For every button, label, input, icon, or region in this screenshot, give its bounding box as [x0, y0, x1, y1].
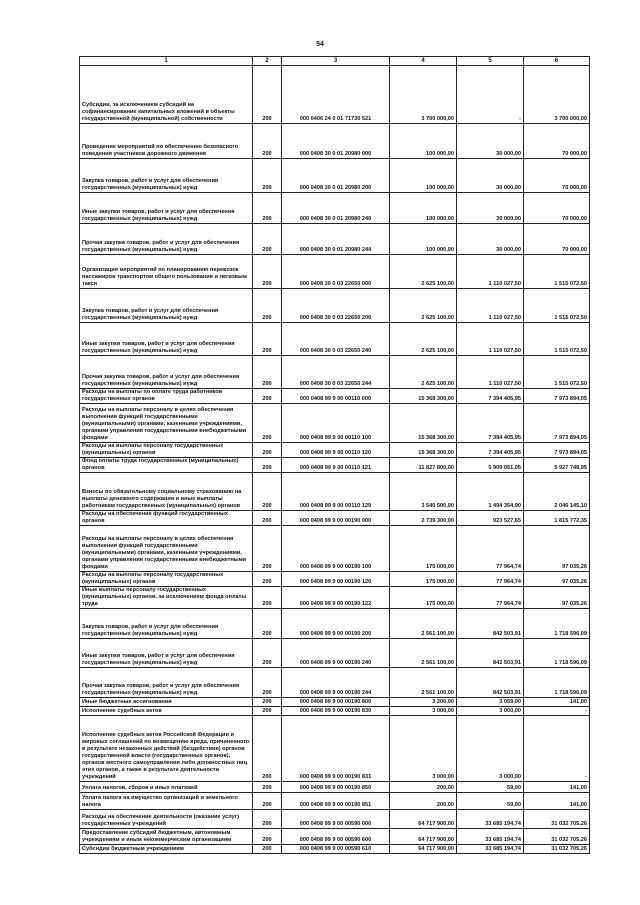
row-executed-amount: 3 000,00 [457, 707, 524, 716]
table-row [80, 323, 590, 356]
row-remaining-amount: 97 035,26 [524, 526, 590, 572]
row-code: 200 [253, 526, 282, 572]
row-executed-amount: 3 000,00 [457, 716, 524, 782]
row-name: Взносы по обязательному социальному страхованию на выплаты денежного содержания и иные выплаты работникам государственных (муниципальных) органов [80, 473, 253, 511]
row-planned-amount: 100 000,00 [390, 193, 457, 224]
row-remaining-amount: 5 927 748,95 [524, 458, 590, 473]
row-code: 200 [253, 572, 282, 587]
table-row [80, 782, 590, 793]
row-name: Прочая закупка товаров, работ и услуг для обеспечения государственных (муниципальных) нужд [80, 668, 253, 698]
row-kbk-code: 000 0408 99 9 00 00590 000 [282, 810, 390, 829]
row-code: 200 [253, 587, 282, 609]
table-row [80, 443, 590, 458]
row-code: 200 [253, 639, 282, 668]
row-planned-amount: 15 368 300,00 [390, 389, 457, 404]
table-row [80, 639, 590, 668]
row-executed-amount: 77 964,74 [457, 587, 524, 609]
row-remaining-amount: 31 032 705,26 [524, 810, 590, 829]
row-name: Иные закупки товаров, работ и услуг для обеспечения государственных (муниципальных) нужд [80, 639, 253, 668]
column-header: 1 [80, 57, 253, 66]
row-planned-amount: 100 000,00 [390, 124, 457, 159]
row-name: Иные закупки товаров, работ и услуг для обеспечения государственных (муниципальных) нужд [80, 323, 253, 356]
row-code: 200 [253, 66, 282, 124]
row-code: 200 [253, 224, 282, 255]
row-name: Расходы на обеспечение функций государственных органов [80, 511, 253, 526]
row-planned-amount: 175 000,00 [390, 526, 457, 572]
row-remaining-amount: 141,00 [524, 793, 590, 810]
row-executed-amount: 59,00 [457, 793, 524, 810]
row-executed-amount: 7 394 405,95 [457, 443, 524, 458]
row-remaining-amount: 1 515 072,50 [524, 255, 590, 289]
row-name: Субсидии, за исключением субсидий на софинансирование капитальных вложений в объекты государственной (муниципальной) собственности [80, 66, 253, 124]
table-row [80, 829, 590, 845]
row-planned-amount: 3 200,00 [390, 698, 457, 707]
row-executed-amount: 30 000,00 [457, 124, 524, 159]
row-code: 200 [253, 356, 282, 389]
row-remaining-amount: 70 000,00 [524, 124, 590, 159]
budget-execution-table [79, 56, 590, 854]
row-kbk-code: 000 0408 99 9 00 00190 122 [282, 587, 390, 609]
row-kbk-code: 000 0408 99 9 00 00190 830 [282, 707, 390, 716]
row-executed-amount: 842 503,91 [457, 668, 524, 698]
row-kbk-code: 000 0408 99 9 00 00110 000 [282, 389, 390, 404]
row-planned-amount: 15 368 300,00 [390, 404, 457, 443]
row-executed-amount: 1 494 354,90 [457, 473, 524, 511]
row-code: 200 [253, 668, 282, 698]
row-name: Фонд оплаты труда государственных (муниципальных) органов [80, 458, 253, 473]
row-code: 200 [253, 511, 282, 526]
row-planned-amount: 3 540 500,00 [390, 473, 457, 511]
row-executed-amount: 3 059,00 [457, 698, 524, 707]
table-row [80, 609, 590, 639]
header-row [80, 57, 590, 66]
row-code: 200 [253, 255, 282, 289]
row-planned-amount: 175 000,00 [390, 572, 457, 587]
table-row [80, 389, 590, 404]
table-row [80, 716, 590, 782]
row-executed-amount: 1 110 027,50 [457, 289, 524, 323]
row-executed-amount: 1 110 027,50 [457, 323, 524, 356]
row-kbk-code: 000 0408 99 9 00 00110 129 [282, 473, 390, 511]
row-code: 200 [253, 159, 282, 193]
row-remaining-amount: 3 700 000,00 [524, 66, 590, 124]
table-row [80, 289, 590, 323]
row-code: 200 [253, 829, 282, 845]
table-row [80, 193, 590, 224]
table-row [80, 587, 590, 609]
row-remaining-amount: 1 718 596,09 [524, 639, 590, 668]
table-row [80, 255, 590, 289]
row-name: Иные бюджетные ассигнования [80, 698, 253, 707]
row-remaining-amount: 70 000,00 [524, 224, 590, 255]
row-remaining-amount: 1 515 072,50 [524, 323, 590, 356]
row-name: Прочая закупка товаров, работ и услуг для обеспечения государственных (муниципальных) нужд [80, 224, 253, 255]
table-row [80, 124, 590, 159]
row-planned-amount: 2 625 100,00 [390, 289, 457, 323]
row-executed-amount: 33 685 194,74 [457, 845, 524, 854]
row-executed-amount: 842 503,91 [457, 609, 524, 639]
column-header: 6 [524, 57, 590, 66]
row-name: Закупка товаров, работ и услуг для обеспечения государственных (муниципальных) нужд [80, 609, 253, 639]
row-code: 200 [253, 124, 282, 159]
row-remaining-amount: 1 815 772,35 [524, 511, 590, 526]
row-planned-amount: 175 000,00 [390, 587, 457, 609]
row-planned-amount: 200,00 [390, 793, 457, 810]
row-remaining-amount: 1 515 072,50 [524, 289, 590, 323]
row-name: Расходы на выплаты персоналу в целях обеспечения выполнения функций государственными (муниципальными) органами, казенными учреждениями, органами управления государственными внебюджетными фондами [80, 404, 253, 443]
row-planned-amount: 2 625 100,00 [390, 323, 457, 356]
row-kbk-code: 000 0408 99 9 00 00590 610 [282, 845, 390, 854]
row-kbk-code: 000 0408 99 9 00 00110 121 [282, 458, 390, 473]
row-code: 200 [253, 473, 282, 511]
row-code: 200 [253, 845, 282, 854]
row-kbk-code: 000 0408 99 9 00 00190 800 [282, 698, 390, 707]
row-executed-amount: 7 394 405,95 [457, 389, 524, 404]
row-code: 200 [253, 443, 282, 458]
row-executed-amount: 30 000,00 [457, 159, 524, 193]
row-planned-amount: 100 000,00 [390, 224, 457, 255]
table-row [80, 159, 590, 193]
row-remaining-amount: 1 515 072,50 [524, 356, 590, 389]
row-remaining-amount: 141,00 [524, 698, 590, 707]
row-kbk-code: 000 0408 99 9 00 00190 850 [282, 782, 390, 793]
row-kbk-code: 000 0408 99 9 00 00190 244 [282, 668, 390, 698]
row-code: 200 [253, 810, 282, 829]
row-executed-amount: 59,00 [457, 782, 524, 793]
row-name: Расходы на выплаты по оплате труда работников государственных органов [80, 389, 253, 404]
table-row [80, 511, 590, 526]
column-header: 4 [390, 57, 457, 66]
row-planned-amount: 3 700 000,00 [390, 66, 457, 124]
row-name: Организация мероприятий по планированию перевозок пассажиров транспортом общего пользования и легковым такси [80, 255, 253, 289]
row-kbk-code: 000 0408 99 9 00 00590 600 [282, 829, 390, 845]
table-row [80, 458, 590, 473]
table-row [80, 698, 590, 707]
row-name: Исполнение судебных актов [80, 707, 253, 716]
row-executed-amount: 33 685 194,74 [457, 829, 524, 845]
row-kbk-code: 000 0408 30 0 01 20980 000 [282, 124, 390, 159]
row-executed-amount: 842 503,91 [457, 639, 524, 668]
row-executed-amount: 30 000,00 [457, 224, 524, 255]
row-kbk-code: 000 0408 99 9 00 00190 200 [282, 609, 390, 639]
row-executed-amount: 7 394 405,95 [457, 404, 524, 443]
row-kbk-code: 000 0408 99 9 00 00190 100 [282, 526, 390, 572]
row-kbk-code: 000 0408 99 9 00 00190 831 [282, 716, 390, 782]
row-planned-amount: 100 000,00 [390, 159, 457, 193]
row-kbk-code: 000 0408 99 9 00 00190 000 [282, 511, 390, 526]
row-code: 200 [253, 793, 282, 810]
table-row [80, 224, 590, 255]
row-planned-amount: 2 561 100,00 [390, 609, 457, 639]
row-code: 200 [253, 782, 282, 793]
row-code: 200 [253, 458, 282, 473]
row-remaining-amount: - [524, 716, 590, 782]
row-planned-amount: 64 717 900,00 [390, 810, 457, 829]
row-kbk-code: 000 0408 99 9 00 00190 851 [282, 793, 390, 810]
row-name: Расходы на выплаты персоналу государственных (муниципальных) органов [80, 443, 253, 458]
row-executed-amount: 923 527,65 [457, 511, 524, 526]
row-kbk-code: 000 0408 30 0 03 22650 200 [282, 289, 390, 323]
column-header: 2 [253, 57, 282, 66]
row-code: 200 [253, 707, 282, 716]
row-planned-amount: 11 827 800,00 [390, 458, 457, 473]
row-name: Закупка товаров, работ и услуг для обеспечения государственных (муниципальных) нужд [80, 159, 253, 193]
row-remaining-amount: 97 035,26 [524, 572, 590, 587]
row-kbk-code: 000 0408 30 0 01 20980 240 [282, 193, 390, 224]
table-row [80, 356, 590, 389]
row-kbk-code: 000 0408 99 9 00 00190 120 [282, 572, 390, 587]
row-remaining-amount: 7 973 894,05 [524, 389, 590, 404]
row-name: Иные закупки товаров, работ и услуг для обеспечения государственных (муниципальных) нужд [80, 193, 253, 224]
page-number: 54 [316, 41, 324, 48]
row-executed-amount: 77 964,74 [457, 526, 524, 572]
row-remaining-amount: 31 032 705,26 [524, 845, 590, 854]
table-row [80, 572, 590, 587]
row-remaining-amount: - [524, 707, 590, 716]
row-kbk-code: 000 0408 99 9 00 00110 120 [282, 443, 390, 458]
row-remaining-amount: 2 046 145,10 [524, 473, 590, 511]
table-row [80, 404, 590, 443]
row-name: Прочая закупка товаров, работ и услуг для обеспечения государственных (муниципальных) нужд [80, 356, 253, 389]
row-executed-amount: 5 900 051,05 [457, 458, 524, 473]
row-name: Исполнение судебных актов Российской Федерации и мировых соглашений по возмещению вреда, причиненного в результате незаконных действий (бездействия) органов государственной власти (государственных органов), органов местного самоуправления либо должностных лиц этих органов, а также в результате деятельности учреждений [80, 716, 253, 782]
table-row [80, 668, 590, 698]
row-remaining-amount: 70 000,00 [524, 193, 590, 224]
row-name: Расходы на выплаты персоналу государственных (муниципальных) органов [80, 572, 253, 587]
table-row [80, 707, 590, 716]
row-kbk-code: 000 0406 24 0 01 71730 521 [282, 66, 390, 124]
row-kbk-code: 000 0408 99 9 00 00190 240 [282, 639, 390, 668]
row-remaining-amount: 1 718 596,09 [524, 668, 590, 698]
row-executed-amount: 77 964,74 [457, 572, 524, 587]
row-planned-amount: 2 561 100,00 [390, 639, 457, 668]
row-name: Предоставление субсидий бюджетным, автономным учреждениям и иным некоммерческим организациям [80, 829, 253, 845]
row-name: Расходы на выплаты персоналу в целях обеспечения выполнения функций государственными (муниципальными) органами, казенными учреждениями, органами управления государственными внебюджетными фондами [80, 526, 253, 572]
row-name: Проведение мероприятий по обеспечению безопасного поведения участников дорожного движения [80, 124, 253, 159]
row-code: 200 [253, 698, 282, 707]
row-planned-amount: 64 717 900,00 [390, 845, 457, 854]
row-remaining-amount: 1 718 596,09 [524, 609, 590, 639]
column-header: 3 [282, 57, 390, 66]
row-planned-amount: 200,00 [390, 782, 457, 793]
row-planned-amount: 64 717 900,00 [390, 829, 457, 845]
row-kbk-code: 000 0408 30 0 03 22650 244 [282, 356, 390, 389]
row-planned-amount: 15 368 300,00 [390, 443, 457, 458]
row-kbk-code: 000 0408 30 0 03 22650 240 [282, 323, 390, 356]
table-row [80, 793, 590, 810]
row-name: Субсидии бюджетным учреждениям [80, 845, 253, 854]
row-executed-amount: 1 110 027,50 [457, 356, 524, 389]
table-row [80, 66, 590, 124]
row-code: 200 [253, 389, 282, 404]
table-row [80, 810, 590, 829]
table-row [80, 845, 590, 854]
row-name: Иные выплаты персоналу государственных (муниципальных) органов, за исключением фонда оплаты труда [80, 587, 253, 609]
table-row [80, 526, 590, 572]
row-remaining-amount: 97 035,26 [524, 587, 590, 609]
row-planned-amount: 3 000,00 [390, 716, 457, 782]
row-planned-amount: 3 000,00 [390, 707, 457, 716]
row-executed-amount: 33 685 194,74 [457, 810, 524, 829]
row-code: 200 [253, 289, 282, 323]
row-name: Уплата налога на имущество организаций и земельного налога [80, 793, 253, 810]
row-planned-amount: 2 625 100,00 [390, 255, 457, 289]
row-remaining-amount: 7 973 894,05 [524, 443, 590, 458]
row-kbk-code: 000 0408 30 0 03 22650 000 [282, 255, 390, 289]
row-code: 200 [253, 193, 282, 224]
row-planned-amount: 2 739 300,00 [390, 511, 457, 526]
row-executed-amount: 30 000,00 [457, 193, 524, 224]
row-name: Закупка товаров, работ и услуг для обеспечения государственных (муниципальных) нужд [80, 289, 253, 323]
row-name: Расходы на обеспечение деятельности (оказание услуг) государственных учреждений [80, 810, 253, 829]
table-row [80, 473, 590, 511]
row-remaining-amount: 7 973 894,05 [524, 404, 590, 443]
row-name: Уплата налогов, сборов и иных платежей [80, 782, 253, 793]
row-code: 200 [253, 404, 282, 443]
row-kbk-code: 000 0408 99 9 00 00110 100 [282, 404, 390, 443]
row-code: 200 [253, 323, 282, 356]
row-executed-amount: 1 110 027,50 [457, 255, 524, 289]
row-remaining-amount: 70 000,00 [524, 159, 590, 193]
row-executed-amount: - [457, 66, 524, 124]
row-planned-amount: 2 625 100,00 [390, 356, 457, 389]
row-kbk-code: 000 0408 30 0 01 20980 244 [282, 224, 390, 255]
row-remaining-amount: 141,00 [524, 782, 590, 793]
row-remaining-amount: 31 032 705,26 [524, 829, 590, 845]
column-header: 5 [457, 57, 524, 66]
row-planned-amount: 2 561 100,00 [390, 668, 457, 698]
row-kbk-code: 000 0408 30 0 01 20980 200 [282, 159, 390, 193]
row-code: 200 [253, 716, 282, 782]
row-code: 200 [253, 609, 282, 639]
table-body [80, 66, 590, 854]
